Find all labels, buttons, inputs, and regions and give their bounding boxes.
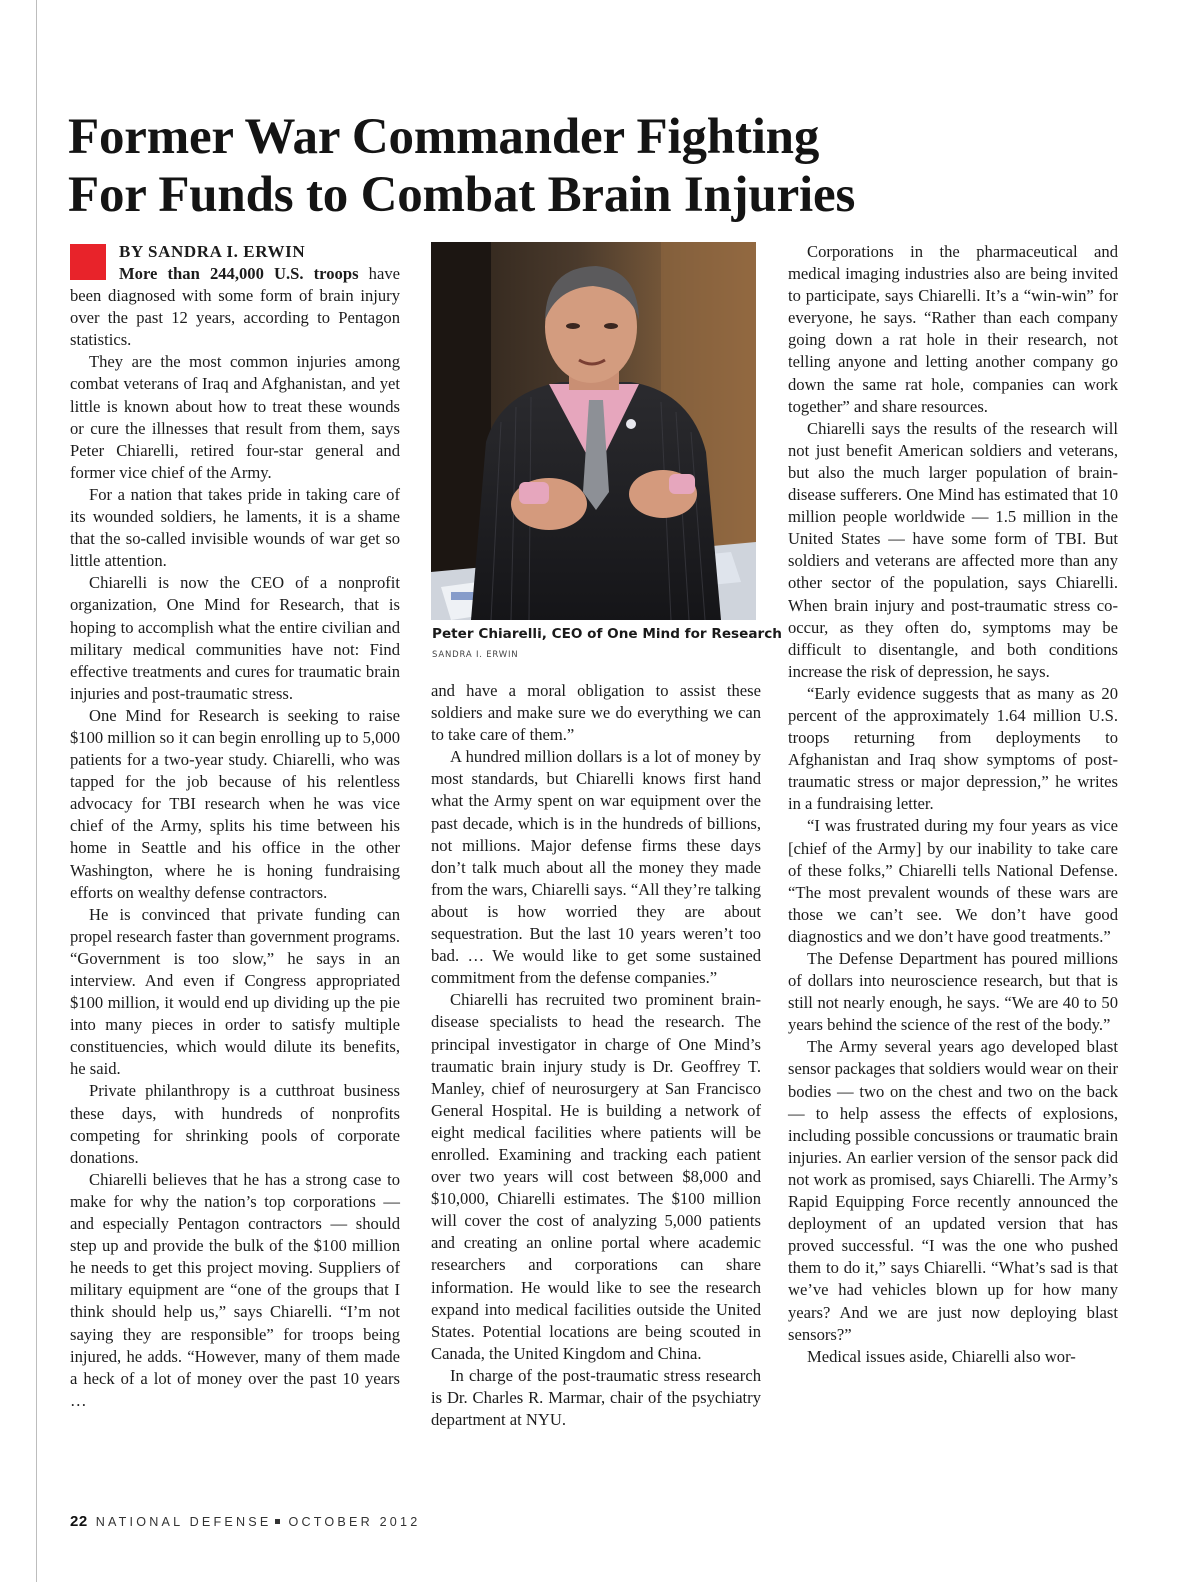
lead-paragraph bbox=[70, 263, 400, 351]
publication-name: NATIONAL DEFENSE bbox=[95, 1515, 272, 1529]
paragraph: The Defense Department has poured millions of dollars into neuroscience research, but that is still not nearly enough, he says. “We are 40 to 50 years behind the science of the rest of the body.” bbox=[788, 949, 1118, 1035]
paragraph: Chiarelli says the results of the research will not just benefit American soldiers and veterans, but also the much larger population of brain-disease sufferers. One Mind has estimated that 10 million people worldwide — 1.5 million in the United States — have some form of TBI. But soldiers and veterans are affected more than any other sector of the population, says Chiarelli. When brain injury and post-traumatic stress co-occur, as they often do, symptoms may be difficult to disentangle, and both conditions increase the risk of depression, he says. bbox=[788, 418, 1118, 681]
paragraph: “I was frustrated during my four years as vice [chief of the Army] by our inability to take care of these folks,” Chiarelli tells National Defense. “The most prevalent wounds of these wars are those we can’t see. We don’t have good diagnostics and we don’t have good treatments.” bbox=[788, 816, 1118, 946]
paragraph: A hundred million dollars is a lot of money by most standards, but Chiarelli knows first hand what the Army spent on war equipment over the past decade, which is in the hundreds of billions, not millions. Major defense firms these days don’t talk much about all the money they made from the wars, Chiarelli says. “All they’re talking about is how worried they are about sequestration. But the last 10 years weren’t too bad. … We would like to get some sustained commitment from the defense companies.” bbox=[431, 747, 761, 988]
paragraph: They are the most common injuries among combat veterans of Iraq and Afghanistan, and yet little is known about how to treat these wounds or cure the illnesses that result from them, says Peter Chiarelli, retired four-star general and former vice chief of the Army. bbox=[70, 352, 400, 482]
byline-block bbox=[70, 241, 400, 351]
paragraph: Medical issues aside, Chiarelli also wor- bbox=[807, 1346, 1076, 1366]
byline: BY SANDRA I. ERWIN bbox=[119, 242, 306, 261]
paragraph: He is convinced that private funding can propel research faster than government programs. “Government is too slow,” he says in an interview. And even if Congress appropriated $100 million, it would end up dividing up the pie into many pieces in order to satisfy multiple constituencies, which would dilute its benefits, he said. bbox=[70, 904, 400, 1079]
section-marker-square bbox=[70, 244, 106, 280]
paragraph: Private philanthropy is a cutthroat business these days, with hundreds of nonprofits competing for shrinking pools of corporate donations. bbox=[70, 1081, 400, 1167]
article-column-2 bbox=[431, 680, 761, 1431]
paragraph: “Early evidence suggests that as many as 20 percent of the approximately 1.64 million U.S. troops returning from deployments to Afghanistan and Iraq show symptoms of post-traumatic stress or major depression,” he writes in a fundraising letter. bbox=[788, 683, 1118, 814]
lead-paragraph-text: have been diagnosed with some form of brain injury over the past 12 years, according to Pentagon statistics. bbox=[70, 264, 400, 350]
headline-line-2: For Funds to Combat Brain Injuries bbox=[68, 167, 856, 223]
article-column-3 bbox=[788, 241, 1118, 1368]
portrait-photo-illustration bbox=[431, 242, 756, 620]
footer-separator bbox=[275, 1519, 280, 1524]
issue-date: OCTOBER 2012 bbox=[288, 1515, 421, 1529]
page-footer bbox=[70, 1513, 420, 1530]
paragraph: For a nation that takes pride in taking care of its wounded soldiers, he laments, it is a shame that the so-called invisible wounds of war get so little attention. bbox=[70, 484, 400, 571]
paragraph: In charge of the post-traumatic stress research is Dr. Charles R. Marmar, chair of the psychiatry department at NYU. bbox=[431, 1365, 761, 1430]
page-number: 22 bbox=[70, 1513, 88, 1530]
paragraph: and have a moral obligation to assist these soldiers and make sure we do everything we can to take care of them.” bbox=[431, 681, 761, 745]
headline-line-1: Former War Commander Fighting bbox=[68, 109, 820, 165]
paragraph: One Mind for Research is seeking to raise $100 million so it can begin enrolling up to 5,000 patients for a two-year study. Chiarelli, who was tapped for the job because of his relentless advocacy for TBI research when he was vice chief of the Army, splits his time between his home in Seattle and his office in the other Washington, where he is honing fundraising efforts on wealthy defense contractors. bbox=[70, 705, 400, 902]
paragraph: Chiarelli believes that he has a strong case to make for why the nation’s top corporations — and especially Pentagon contractors — should step up and provide the bulk of the $100 million he needs to get this project moving. Suppliers of military equipment are “one of the groups that I think should help us,” says Chiarelli. “I’m not saying they are responsible” for troops being injured, he adds. “However, many of them made a heck of a lot of money over the past 10 years … bbox=[70, 1169, 400, 1410]
paragraph: Chiarelli is now the CEO of a nonprofit organization, One Mind for Research, that is hoping to accomplish what the entire civilian and military medical communities have not: Find effective treatments and cures for traumatic brain injuries and post-traumatic stress. bbox=[70, 573, 400, 703]
paragraph: Corporations in the pharmaceutical and medical imaging industries also are being invited to participate, says Chiarelli. It’s a “win-win” for everyone, he says. “Rather than each company going down a rat hole in their research, not telling anyone and letting another company go down the same rat hole, companies can work together” and share resources. bbox=[788, 242, 1118, 416]
headline bbox=[68, 108, 968, 224]
page-edge-rule bbox=[36, 0, 37, 1582]
article-column-1 bbox=[70, 241, 400, 1412]
paragraph: Chiarelli has recruited two prominent brain-disease specialists to head the research. The principal investigator in charge of One Mind’s traumatic brain injury study is Dr. Geoffrey T. Manley, chief of neurosurgery at San Francisco General Hospital. He is building a network of eight medical facilities where patients will be enrolled. Examining and tracking each patient over two years will cost between $8,000 and $10,000, Chiarelli estimates. The $100 million will cover the cost of analyzing 5,000 patients and creating an online portal where academic researchers and corporations can share information. He would like to see the research expand into medical facilities outside the United States. Potential locations are being scouted in Canada, the United Kingdom and China. bbox=[431, 990, 761, 1363]
photo-caption: Peter Chiarelli, CEO of One Mind for Research bbox=[432, 626, 782, 642]
lead-in: More than 244,000 U.S. troops bbox=[119, 264, 359, 283]
portrait-photo bbox=[431, 242, 756, 620]
photo-credit: SANDRA I. ERWIN bbox=[432, 650, 519, 660]
paragraph: The Army several years ago developed blast sensor packages that soldiers would wear on their bodies — two on the chest and two on the back — to help assess the effects of explosions, including possible concussions or traumatic brain injuries. An earlier version of the sensor pack did not work as promised, says Chiarelli. The Army’s Rapid Equipping Force recently announced the deployment of an updated version that has proved successful. “I was the one who pushed them to do it,” says Chiarelli. “What’s sad is that we’ve had vehicles blown up for how many years? And we are just now deploying blast sensors?” bbox=[788, 1037, 1118, 1344]
